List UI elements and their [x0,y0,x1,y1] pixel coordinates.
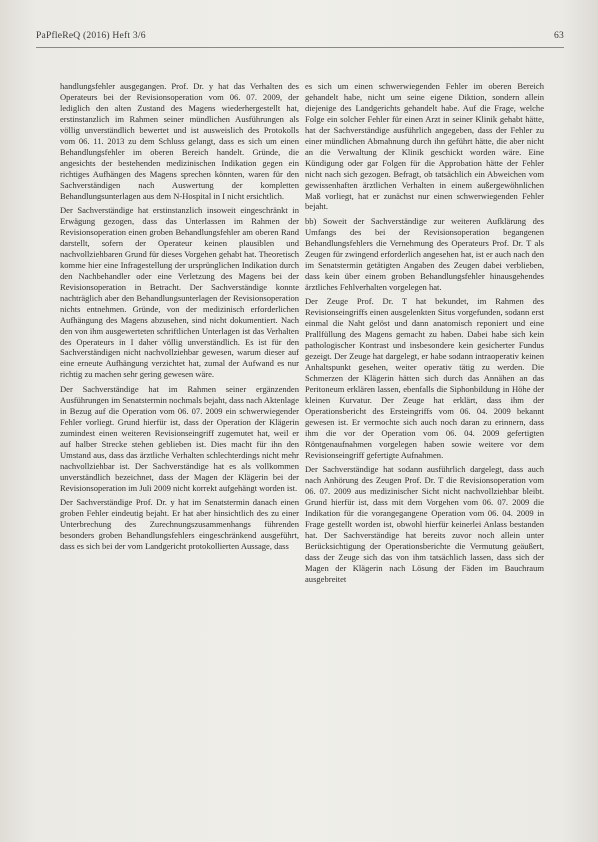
left-column [60,81,299,555]
paragraph: Der Sachverständige hat erstinstanzlich insoweit eingeschränkt in Erwägung gezogen, dass das Unterlassen im Rahmen der Revisionsoperation einen groben Behandlungsfehler am oberen Rand darstellt, sofern der Operateur keinen plausiblen und nachvollziehbaren Grund für dieses Vorgehen gehabt hat. Theoretisch komme hier eine Infragestellung der ursprünglichen Indikation durch den Nachbehandler oder eine Verletzung des Magens bei der Revisionsoperation in Betracht. Der Sachverständige konnte nachträglich aber den Behandlungsunterlagen der Revisionsoperation nichts entnehmen. Gründe, von der medizinisch erforderlichen Aufhängung des Magens abzusehen, sind nicht dokumentiert. Nach den von ihm ausgewerteten schriftlichen Unterlagen ist das Verhalten des Operateurs in I daher völlig unverständlich. Es ist für den Sachverständigen nicht nachvollziehbar gewesen, warum dieser auf eine erneute Aufhängung verzichtet hat, zumal der Aufwand es nur richtig zu machen sehr gering gewesen wäre. [60,205,299,380]
paragraph: Der Sachverständige Prof. Dr. y hat im Senatstermin danach einen groben Fehler eindeutig bejaht. Er hat aber hinsichtlich des zu einer Unterbrechung des Zurechnungszusammenhangs führenden besonders groben Behandlungsfehlers eingeschränkend ausgeführt, dass es sich bei der vom Landgericht protokollierten Aussage, dass [60,497,299,551]
right-column [305,81,544,588]
header-rule [36,47,564,48]
paragraph: bb) Soweit der Sachverständige zur weiteren Aufklärung des Umfangs des bei der Revisionsoperation begangenen Behandlungsfehlers die Vernehmung des Operateurs Prof. Dr. T als Zeugen für zwingend erforderlich angesehen hat, ist er auch nach den im Senatstermin getätigten Angaben des Zeugen dabei verblieben, dass kein über einem groben Behandlungsfehler hinausgehendes ärztliches Fehlverhalten vorgelegen hat. [305,216,544,292]
paragraph: Der Zeuge Prof. Dr. T hat bekundet, im Rahmen des Revisionseingriffs einen ausgelenkten Situs vorgefunden, sodann erst einmal die Naht gelöst und dann anatomisch reponiert und eine Prallfüllung des Magens gemacht zu haben. Dabei habe sich kein pathologischer Kontrast und insbesondere kein gesicherter Fundus gezeigt. Der Zeuge hat dargelegt, er habe sodann intraoperativ keinen Anhaltspunkt gesehen, weiter operativ tätig zu werden. Die Schmerzen der Klägerin hätten sich durch das Annähen an das Peritoneum erklären lassen, ebenfalls die Siphonbildung in Höhe der kleinen Kurvatur. Der Zeuge hat erklärt, dass ihm der Operationsbericht des Ersteingriffs vom 06. 04. 2009 bekannt gewesen ist. Er vermochte sich auch noch daran zu erinnern, dass ihm die vor der Operation vom 06. 04. 2009 gefertigten Röntgenaufnahmen vorgelegen haben sowie weitere vor dem Revisionseingriff gefertigte Aufnahmen. [305,296,544,460]
page-number: 63 [554,30,564,41]
running-header [36,30,564,46]
paragraph: Der Sachverständige hat sodann ausführlich dargelegt, dass auch nach Anhörung des Zeugen Prof. Dr. T die Revisionsoperation vom 06. 07. 2009 aus medizinischer Sicht nicht nachvollziehbar bleibt. Grund hierfür ist, dass mit dem Vorgehen vom 06. 07. 2009 die Indikation für die vorangegangene Operation vom 06. 04. 2009 in Frage gestellt worden ist, obwohl hierfür keinerlei Anlass bestanden hat. Der Sachverständige hat bereits zuvor noch allein unter Berücksichtigung der Operationsberichte die Vermutung geäußert, dass der Zeuge sich das von ihm tatsächlich lassen, dass sich der Magen der Klägerin nach Lösung der Fäden im Bauchraum ausgebreitet [305,464,544,584]
paragraph: handlungsfehler ausgegangen. Prof. Dr. y hat das Verhalten des Operateurs bei der Revisionsoperation vom 06. 07. 2009, der lediglich den alten Zustand des Magens wiederhergestellt hat, erstinstanzlich im Rahmen seiner mündlichen Ausführungen als völlig unverständlich bewertet und ist ausweislich des Protokolls vom 06. 11. 2013 zu dem Schluss gelangt, dass es sich um einen Behandlungsfehler im oberen Bereich handelt. Gründe, die angesichts der bestehenden medizinischen Indikation gegen ein richtiges Aufhängen des Magens sprechen könnten, waren für den Sachverständigen nach Auswertung der kompletten Behandlungsunterlagen aus dem N-Hospital in I nicht ersichtlich. [60,81,299,201]
paragraph: es sich um einen schwerwiegenden Fehler im oberen Bereich gehandelt habe, nicht um seine eigene Diktion, sondern allein diejenige des Landgerichts gehandelt habe. Auf die Frage, welche Folge ein solcher Fehler für einen Arzt in seiner Klinik gehabt hätte, hat der Sachverständige ausführlich angegeben, dass der Fehler zu einer mündlichen Abmahnung durch ihn geführt hätte, die aber nicht an die Verwaltung der Klinik geschickt worden wäre. Eine Kündigung oder gar Folgen für die Approbation hätte der Fehler nicht nach sich gezogen. Befragt, ob tatsächlich ein Abweichen vom gewissenhaften ärztlichen Verhalten in einem außergewöhnlichen Maß vorliegt, hat er zunächst nur einen schwerwiegenden Fehler bejaht. [305,81,544,212]
paragraph: Der Sachverständige hat im Rahmen seiner ergänzenden Ausführungen im Senatstermin nochmals bejaht, dass nach Aktenlage in Bezug auf die Operation vom 06. 07. 2009 ein schwerwiegender Fehler vorliegt. Grund hierfür ist, dass der Operation der Klägerin zumindest einen weiteren Revisionseingriff zugemutet hat, weil er auf halber Strecke stehen geblieben ist. Dies macht für ihn den Umstand aus, dass das ärztliche Verhalten schlechterdings nicht mehr nachvollziehbar ist. Der Sachverständige hat es als vollkommen unverständlich bezeichnet, dass der Magen der Klägerin bei der Revisionsoperation im Juli 2009 nicht korrekt aufgehängt worden ist. [60,383,299,493]
journal-reference: PaPfleReQ (2016) Heft 3/6 [36,30,146,41]
